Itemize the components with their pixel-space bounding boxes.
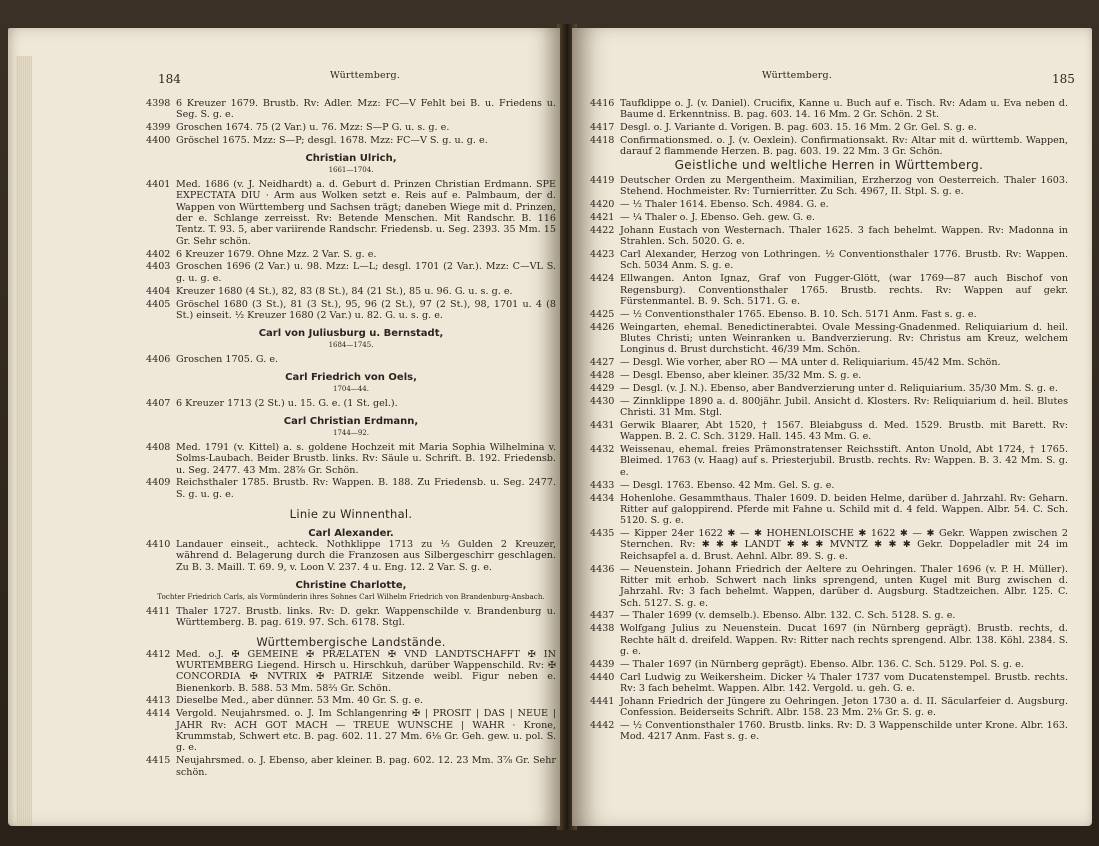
lot-number: 4398 <box>146 98 171 109</box>
catalogue-entry <box>146 179 556 247</box>
lot-number: 4437 <box>590 610 615 622</box>
right-page-number: 185 <box>1052 72 1075 86</box>
catalogue-entry <box>146 695 556 706</box>
catalogue-entry <box>146 606 556 629</box>
lot-description: Neujahrsmed. o. J. Ebenso, aber kleiner. B. pag. 602. 12. 23 Mm. 3⅞ Gr. Sehr schön. <box>176 755 556 778</box>
lot-number: 4405 <box>146 298 171 310</box>
catalogue-entry <box>146 477 556 500</box>
lot-description: Reichsthaler 1785. Brustb. Rv: Wappen. B. 188. Zu Friedensb. u. Seg. 2477. S. g. u. g. e. <box>176 477 556 500</box>
lot-description: — Zinnklippe 1890 a. d. 800jähr. Jubil. Ansicht d. Klosters. Rv: Reliquiarium d. heil. Blutes Christi. 31 Mm. Stgl. <box>620 395 1068 419</box>
catalogue-entry <box>146 249 556 260</box>
lot-number: 4401 <box>146 179 171 191</box>
catalogue-entry <box>590 135 1068 158</box>
lot-number: 4406 <box>146 353 171 365</box>
catalogue-entry <box>590 249 1068 272</box>
lot-number: 4429 <box>590 382 615 394</box>
page-edges <box>16 56 32 826</box>
lot-number: 4409 <box>146 477 171 489</box>
lot-description: — Kipper 24er 1622 ✱ — ✱ HOHENLOISCHE ✱ 1622 ✱ — ✱ Gekr. Wappen zwischen 2 Sternchen. Rv: ✱ ✱ ✱ LANDT ✱ ✱ ✱ MVNTZ ✱ ✱ ✱ Gekr. Doppeladler mit 24 im Reichsapfel a. d. Brust. Aehnl. Albr. 89. S. g. e. <box>620 528 1068 562</box>
reign-dates: 1684—1745. <box>328 340 374 349</box>
catalogue-entry <box>590 672 1068 695</box>
right-page-body <box>590 98 1068 744</box>
section-heading: Carl Alexander. <box>308 527 394 539</box>
left-running-head: Württemberg. <box>330 70 401 81</box>
catalogue-entry <box>590 322 1068 356</box>
lot-description: Groschen 1696 (2 Var.) u. 98. Mzz: L—L; desgl. 1701 (2 Var.). Mzz: C—VL S. g. u. g. e. <box>176 261 556 284</box>
catalogue-entry <box>146 122 556 133</box>
lot-number: 4399 <box>146 122 171 134</box>
lot-description: 6 Kreuzer 1679. Brustb. Rv: Adler. Mzz: FC—V Fehlt bei B. u. Friedens u. Seg. S. g. e. <box>176 98 556 121</box>
catalogue-entry <box>146 539 556 573</box>
left-page <box>8 28 560 826</box>
lot-number: 4421 <box>590 212 615 224</box>
lot-number: 4417 <box>590 122 615 134</box>
lot-description: — ¼ Thaler o. J. Ebenso. Geh. gew. G. e. <box>620 212 815 224</box>
right-running-head: Württemberg. <box>762 70 833 81</box>
catalogue-entry <box>146 286 556 297</box>
lot-number: 4403 <box>146 261 171 273</box>
lot-number: 4426 <box>590 321 615 333</box>
lot-number: 4425 <box>590 308 615 320</box>
lot-number: 4438 <box>590 623 615 635</box>
lot-number: 4419 <box>590 175 615 187</box>
catalogue-entry <box>590 659 1068 670</box>
lot-description: Confirmationsmed. o. J. (v. Oexlein). Confirmationsakt. Rv: Altar mit d. württemb. Wappen, darauf 2 flammende Herzen. B. pag. 603. 19. 22 Mm. 3 Gr. Schön. <box>620 135 1068 158</box>
lot-description: Carl Ludwig zu Weikersheim. Dicker ¼ Thaler 1737 vom Ducatenstempel. Brustb. rechts. Rv: 3 fach behelmt. Wappen. Albr. 142. Vergold. u. geh. G. e. <box>620 671 1068 694</box>
lot-description: — Desgl. Ebenso, aber kleiner. 35/32 Mm. S. g. e. <box>620 370 862 382</box>
lot-description: Johann Friedrich der Jüngere zu Oehringen. Jeton 1730 a. d. II. Säcularfeier d. Augsburg. Confession. Beiderseits Schrift. Albr. 158. 23 Mm. 2⅛ Gr. S. g. e. <box>620 695 1068 719</box>
lot-description: Groschen 1705. G. e. <box>176 353 279 365</box>
lot-number: 4422 <box>590 224 615 236</box>
left-page-number: 184 <box>158 72 181 86</box>
catalogue-entry <box>590 98 1068 121</box>
catalogue-entry <box>590 175 1068 198</box>
lot-description: Carl Alexander, Herzog von Lothringen. ½ Conventionsthaler 1776. Brustb. Rv: Wappen. Sch. 5034 Anm. S. g. e. <box>620 249 1068 272</box>
catalogue-entry <box>590 199 1068 210</box>
catalogue-entry <box>146 398 556 409</box>
section-heading: Carl von Juliusburg u. Bernstadt, <box>258 328 444 340</box>
catalogue-entry <box>590 720 1068 743</box>
lot-number: 4435 <box>590 528 615 540</box>
lot-number: 4440 <box>590 671 615 683</box>
section-heading: Württembergische Landstände. <box>256 635 446 650</box>
lot-description: — ½ Thaler 1614. Ebenso. Sch. 4984. G. e. <box>620 199 829 211</box>
lot-number: 4408 <box>146 441 171 453</box>
lot-number: 4418 <box>590 135 615 147</box>
lot-description: Med. 1791 (v. Kittel) a. s. goldene Hochzeit mit Maria Sophia Wilhelmina v. Solms-Laubach. Beider Brustb. links. Rv: Säule u. Schrift. B. 192. Friedensb. u. Seg. 2477. 43 Mm. 28⅞ Gr. Schön. <box>176 441 556 476</box>
lot-number: 4424 <box>590 273 615 285</box>
lot-number: 4402 <box>146 248 171 260</box>
lot-description: — ½ Conventionsthaler 1760. Brustb. links. Rv: D. 3 Wappenschilde unter Krone. Albr. 163. Mod. 4217 Anm. Fast s. g. e. <box>620 720 1068 743</box>
lot-number: 4413 <box>146 695 171 707</box>
lot-description: — Desgl. (v. J. N.). Ebenso, aber Bandverzierung unter d. Reliquiarium. 35/30 Mm. S. g. e. <box>620 382 1058 394</box>
lot-description: Vergold. Neujahrsmed. o. J. Im Schlangenring ✠ | PROSIT | DAS | NEUE | JAHR Rv: ACH GOT MACH — TREUE WUNSCHE | WAHR · Krone, Krummstab, Schwert etc. B. pag. 602. 11. 27 Mm. 6⅛ Gr. Geh. gew. u. pol. S. g. e. <box>176 708 556 754</box>
lot-description: Deutscher Orden zu Mergentheim. Maximilian, Erzherzog von Oesterreich. Thaler 1603. Stehend. Hochmeister. Rv: Turnierritter. Zu Sch. 4967, II. Stpl. S. g. e. <box>620 175 1068 198</box>
lot-description: Wolfgang Julius zu Neuenstein. Ducat 1697 (in Nürnberg geprägt). Brustb. rechts, d. Rechte hält d. dreifeld. Wappen. Rv: Ritter nach rechts sprengend. Albr. 138. Köhl. 2384. S. g. e. <box>620 623 1068 657</box>
catalogue-entry <box>590 420 1068 443</box>
lot-number: 4432 <box>590 444 615 456</box>
lot-number: 4423 <box>590 249 615 261</box>
catalogue-entry <box>146 755 556 778</box>
lot-description: Med. 1686 (v. J. Neidhardt) a. d. Geburt d. Prinzen Christian Erdmann. SPE EXPECTATA DIU · Arm aus Wolken setzt e. Reis auf e. Palmbaum, der d. Wappen von Württemberg und Sachsen trägt; daneben Wiege mit d. Prinzen, der e. Schlange zerreisst. Rv: Betende Menschen. Mit Randschr. B. 116 Tentz. T. 93. 5, aber variirende Randschr. Friedensb. u. Seg. 2393. 35 Mm. 15 Gr. Sehr schön. <box>176 179 556 247</box>
catalogue-entry <box>590 309 1068 320</box>
lot-description: Desgl. o. J. Variante d. Vorigen. B. pag. 603. 15. 16 Mm. 2 Gr. Gel. S. g. e. <box>620 122 977 134</box>
reign-dates: 1704—44. <box>333 384 369 393</box>
lot-number: 4433 <box>590 479 615 491</box>
lot-description: Weingarten, ehemal. Benedictinerabtei. Ovale Messing-Gnadenmed. Reliquiarium d. heil. Blutes Christi; unten Weinranken u. Bandverzierung. Rv: Christus am Kreuz, welchem Longinus d. Brust durchsticht. 46/39 Mm. Schön. <box>620 321 1068 356</box>
lot-number: 4415 <box>146 755 171 767</box>
catalogue-entry <box>146 442 556 476</box>
left-page-body <box>146 98 556 779</box>
lot-number: 4439 <box>590 658 615 670</box>
catalogue-entry <box>146 261 556 284</box>
catalogue-entry <box>590 610 1068 621</box>
lot-description: Kreuzer 1680 (4 St.), 82, 83 (8 St.), 84 (21 St.), 85 u. 96. G. u. s. g. e. <box>176 285 513 297</box>
catalogue-entry <box>590 357 1068 368</box>
lot-description: Med. o.J. ✠ GEMEINE ✠ PRÆLATEN ✠ VND LANDTSCHAFFT ✠ IN WURTEMBERG Liegend. Hirsch u. Hirschkuh, darüber Wappenschild. Rv: ✠ CONCORDIA ✠ NVTRIX ✠ PATRIÆ Sitzende weibl. Figur neben e. Bienenkorb. B. 588. 53 Mm. 58⅔ Gr. Schön. <box>176 648 556 694</box>
catalogue-entry <box>590 273 1068 307</box>
catalogue-entry <box>590 480 1068 491</box>
section-heading: Carl Friedrich von Oels, <box>285 372 417 384</box>
lot-description: — ½ Conventionsthaler 1765. Ebenso. B. 10. Sch. 5171 Anm. Fast s. g. e. <box>620 308 977 320</box>
catalogue-entry <box>590 212 1068 223</box>
lot-description: Gröschel 1675. Mzz: S—P; desgl. 1678. Mzz: FC—V S. g. u. g. e. <box>176 135 488 147</box>
reign-dates: 1661—1704. <box>328 165 374 174</box>
lot-number: 4434 <box>590 492 615 504</box>
lot-description: — Thaler 1697 (in Nürnberg geprägt). Ebenso. Albr. 136. C. Sch. 5129. Pol. S. g. e. <box>620 658 1024 670</box>
lot-number: 4441 <box>590 695 615 707</box>
lot-number: 4442 <box>590 720 615 732</box>
lot-number: 4411 <box>146 605 171 617</box>
lot-description: — Thaler 1699 (v. demselb.). Ebenso. Albr. 132. C. Sch. 5128. S. g. e. <box>620 610 956 622</box>
lot-number: 4412 <box>146 648 171 660</box>
lot-number: 4410 <box>146 538 171 550</box>
section-heading: Christine Charlotte, <box>295 579 407 591</box>
lot-description: Ellwangen. Anton Ignaz, Graf von Fugger-Glött, (war 1769—87 auch Bischof von Regensburg). Conventionsthaler 1765. Brustb. rechts. Rv: Wappen auf gekr. Fürstenmantel. B. 9. Sch. 5171. G. e. <box>620 273 1068 307</box>
lot-number: 4420 <box>590 199 615 211</box>
section-heading: Linie zu Winnenthal. <box>289 507 413 522</box>
catalogue-entry <box>146 98 556 121</box>
catalogue-entry <box>146 708 556 753</box>
lot-number: 4430 <box>590 395 615 407</box>
lot-description: Hohenlohe. Gesammthaus. Thaler 1609. D. beiden Helme, darüber d. Jahrzahl. Rv: Geharn. Ritter auf galoppirend. Pferde mit Fahne u. Schild mit d. 4 feld. Wappen. Albr. 54. C. Sch. 5120. S. g. e. <box>620 492 1068 527</box>
catalogue-entry <box>590 623 1068 657</box>
right-page <box>572 28 1092 826</box>
lot-number: 4400 <box>146 135 171 147</box>
catalogue-entry <box>146 354 556 365</box>
lot-description: Gerwik Blaarer, Abt 1520, † 1567. Bleiabguss d. Med. 1529. Brustb. mit Barett. Rv: Wappen. B. 2. C. Sch. 3129. Hall. 145. 43 Mm. G. e. <box>620 419 1068 443</box>
lot-description: Johann Eustach von Westernach. Thaler 1625. 3 fach behelmt. Wappen. Rv: Madonna in Strahlen. Sch. 5020. G. e. <box>620 224 1068 248</box>
catalogue-entry <box>590 493 1068 527</box>
lot-number: 4404 <box>146 285 171 297</box>
lot-number: 4427 <box>590 357 615 369</box>
lot-number: 4431 <box>590 419 615 431</box>
reign-dates: 1744—92. <box>333 428 369 437</box>
catalogue-entry <box>590 528 1068 562</box>
catalogue-entry <box>590 696 1068 719</box>
lot-description: Groschen 1674. 75 (2 Var.) u. 76. Mzz: S—P G. u. s. g. e. <box>176 122 450 134</box>
lot-number: 4428 <box>590 370 615 382</box>
lot-description: 6 Kreuzer 1679. Ohne Mzz. 2 Var. S. g. e. <box>176 248 377 260</box>
lot-description: — Neuenstein. Johann Friedrich der Aeltere zu Oehringen. Thaler 1696 (v. P. H. Müller). Ritter mit erhob. Schwert nach links sprengend, unten Kugel mit Burg zwischen d. Jahrzahl. Rv: 3 fach behelmt. Wappen, darüber d. Augsburg. Stadtzeichen. Albr. 125. C. Sch. 5127. S. g. e. <box>620 563 1068 609</box>
section-heading: Geistliche und weltliche Herren in Württemberg. <box>674 157 984 172</box>
section-heading: Christian Ulrich, <box>305 153 397 165</box>
catalogue-entry <box>590 370 1068 381</box>
lot-description: Weissenau, ehemal. freies Prämonstratenser Reichsstift. Anton Unold, Abt 1724, † 1765. Bleimed. 1763 (v. Haag) auf s. Priesterjubil. Brustb. rechts. Rv: Wappen. B. 3. 42 Mm. S. g. e. <box>620 444 1068 478</box>
catalogue-entry <box>146 649 556 694</box>
lot-number: 4416 <box>590 98 615 109</box>
catalogue-entry <box>590 444 1068 478</box>
lot-description: Landauer einseit., achteck. Nothklippe 1713 zu ⅓ Gulden 2 Kreuzer, während d. Belagerung durch die Franzosen aus Silbergeschirr geschlagen. Zu B. 3. Maill. T. 69. 9, v. Loon V. 237. 4 u. Eng. 12. 2 Var. S. g. e. <box>176 538 556 573</box>
lot-description: — Desgl. 1763. Ebenso. 42 Mm. Gel. S. g. e. <box>620 479 835 491</box>
catalogue-entry <box>590 564 1068 609</box>
lot-description: Dieselbe Med., aber dünner. 53 Mm. 40 Gr. S. g. e. <box>176 695 424 707</box>
catalogue-entry <box>590 122 1068 133</box>
catalogue-entry <box>590 383 1068 394</box>
lot-description: — Desgl. Wie vorher, aber RO — MA unter d. Reliquiarium. 45/42 Mm. Schön. <box>620 357 1001 369</box>
catalogue-entry <box>146 135 556 146</box>
section-note: Tochter Friedrich Carls, als Vormünderin ihres Sohnes Carl Wilhelm Friedrich von Brandenburg-Ansbach. <box>157 592 545 602</box>
catalogue-entry <box>590 225 1068 248</box>
lot-description: 6 Kreuzer 1713 (2 St.) u. 15. G. e. (1 St. gel.). <box>176 397 398 409</box>
lot-number: 4414 <box>146 708 171 720</box>
catalogue-entry <box>146 299 556 322</box>
lot-description: Thaler 1727. Brustb. links. Rv: D. gekr. Wappenschilde v. Brandenburg u. Württemberg. B. pag. 619. 97. Sch. 6178. Stgl. <box>176 605 556 628</box>
lot-description: Gröschel 1680 (3 St.), 81 (3 St.), 95, 96 (2 St.), 97 (2 St.), 98, 1701 u. 4 (8 St.) einseit. ½ Kreuzer 1680 (2 Var.) u. 82. G. u. s. g. e. <box>176 298 556 321</box>
catalogue-entry <box>590 396 1068 419</box>
lot-number: 4436 <box>590 563 615 575</box>
section-heading: Carl Christian Erdmann, <box>283 416 419 428</box>
lot-description: Taufklippe o. J. (v. Daniel). Crucifix, Kanne u. Buch auf e. Tisch. Rv: Adam u. Eva neben d. Baume d. Erkenntniss. B. pag. 603. 14. 16 Mm. 2 Gr. Schön. 2 St. <box>620 98 1068 121</box>
lot-number: 4407 <box>146 397 171 409</box>
